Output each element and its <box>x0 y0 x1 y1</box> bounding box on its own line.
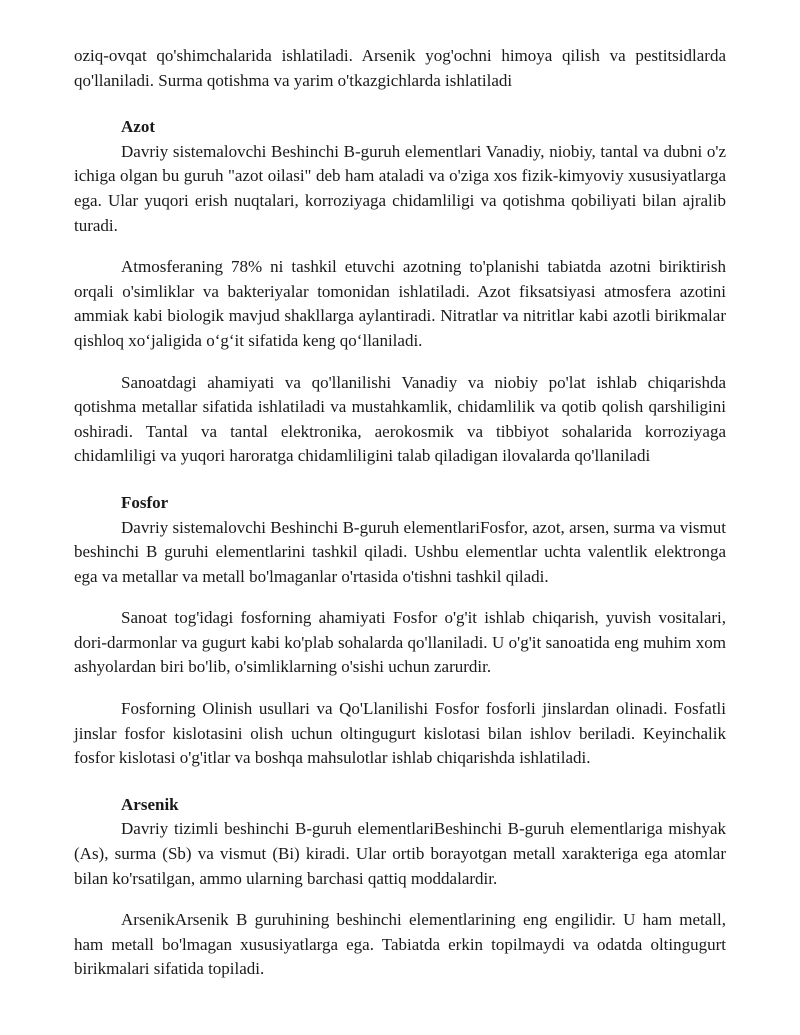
arsenik-paragraph-1: Davriy tizimli beshinchi B-guruh elementlariBeshinchi B-guruh elementlariga mishyak (As), surma (Sb) va vismut (Bi) kiradi. Ular ortib borayotgan metall xarakteriga ega atomlar bilan ko'rsatilgan, ammo ularning barchasi qattiq moddalardir. <box>74 819 726 888</box>
intro-paragraph: oziq-ovqat qo'shimchalarida ishlatiladi. Arsenik yog'ochni himoya qilish va pestitsidlarda qo'llaniladi. Surma qotishma va yarim o'tkazgichlarda ishlatiladi <box>74 46 726 90</box>
section-heading-arsenik: Arsenik <box>121 794 179 814</box>
fosfor-paragraph-2: Sanoat tog'idagi fosforning ahamiyati Fosfor o'g'it ishlab chiqarish, yuvish vositalari, dori-darmonlar va gugurt kabi ko'plab sohalarda qo'llaniladi. U o'g'it sanoatida eng muhim xom ashyolardan biri bo'lib, o'simliklarning o'sishi uchun zarurdir. <box>74 608 726 677</box>
azot-paragraph-2: Atmosferaning 78% ni tashkil etuvchi azotning to'planishi tabiatda azotni biriktirish orqali o'simliklar va bakteriyalar tomonidan ishlatiladi. Azot fiksatsiyasi atmosfera azotini ammiak kabi biologik mavjud shakllarga aylantiradi. Nitratlar va nitritlar kabi azotli birikmalar qishloq xo‘jaligida o‘g‘it sifatida keng qo‘llaniladi. <box>74 257 726 350</box>
fosfor-paragraph-3: Fosforning Olinish usullari va Qo'Llanilishi Fosfor fosforli jinslardan olinadi. Fosfatli jinslar fosfor kislotasini olish uchun oltingugurt kislotasi bilan ishlov beriladi. Keyinchalik fosfor kislotasi o'g'itlar va boshqa mahsulotlar ishlab chiqarishda ishlatiladi. <box>74 699 726 768</box>
azot-paragraph-3: Sanoatdagi ahamiyati va qo'llanilishi Vanadiy va niobiy po'lat ishlab chiqarishda qotishma metallar sifatida ishlatiladi va mustahkamlik, chidamlilik va qotib qolish qarshiligini oshiradi. Tantal va tantal elektronika, aerokosmik va tibbiyot sohalarida korroziyaga chidamliligi va yuqori haroratga chidamliligini talab qiladigan ilovalarda qo'llaniladi <box>74 372 726 466</box>
fosfor-paragraph-1: Davriy sistemalovchi Beshinchi B-guruh elementlariFosfor, azot, arsen, surma va vismut beshinchi B guruhi elementlarini tashkil qiladi. Ushbu elementlar uchta valentlik elektronga ega va metallar va metall bo'lmaganlar o'rtasida o'tishni tashkil qiladi. <box>74 517 726 586</box>
section-heading-fosfor: Fosfor <box>121 492 169 512</box>
arsenik-paragraph-2: ArsenikArsenik B guruhining beshinchi elementlarining eng engilidir. U ham metall, ham metall bo'lmagan xususiyatlarga ega. Tabiatda erkin topilmaydi va odatda oltingugurt birikmalari sifatida topiladi. <box>74 910 726 979</box>
azot-paragraph-1: Davriy sistemalovchi Beshinchi B-guruh elementlari Vanadiy, niobiy, tantal va dubni o'z ichiga olgan bu guruh "azot oilasi" deb ham ataladi va o'ziga xos fizik-kimyoviy xususiyatlarga ega. Ular yuqori erish nuqtalari, korroziyaga chidamliligi va qotishma qobiliyati bilan ajralib turadi. <box>74 141 726 235</box>
section-heading-azot: Azot <box>121 117 155 137</box>
